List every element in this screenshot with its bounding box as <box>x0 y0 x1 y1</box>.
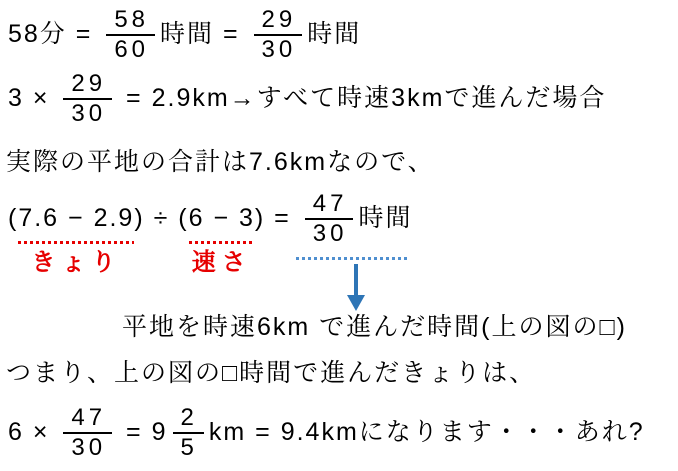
fraction-denominator: 30 <box>71 434 107 461</box>
highlighted-answer-term <box>300 190 413 248</box>
underlined-distance-term <box>18 203 135 276</box>
equation-text: ) ÷ ( <box>134 204 189 233</box>
equation-text: ( <box>8 204 19 233</box>
equation-text: 3 × <box>8 84 59 113</box>
equation-text: 時間 = <box>160 20 249 49</box>
equation-final-distance <box>8 404 645 462</box>
down-arrow-icon <box>345 264 367 312</box>
fraction-numerator: 58 <box>106 7 155 36</box>
equation-text: 時間 <box>307 20 362 49</box>
text-actual-flat-distance: 実際の平地の合計は7.6kmなので、 <box>6 148 435 176</box>
fraction-numerator: 47 <box>63 405 112 434</box>
equation-text: ) = <box>254 204 300 233</box>
fraction-denominator: 30 <box>312 220 348 247</box>
label-speed: 速さ <box>191 248 252 276</box>
fraction-numerator: 29 <box>254 7 303 36</box>
fraction-denominator: 5 <box>180 434 198 461</box>
equation-text: km = 9.4kmになります・・・あれ? <box>208 418 645 447</box>
fraction-numerator: 2 <box>173 405 204 434</box>
fraction-47-30 <box>305 191 354 247</box>
equation-text: 時間 <box>358 204 413 233</box>
equation-distance-at-3km <box>8 70 606 128</box>
label-distance: きょり <box>31 248 122 276</box>
equation-text: = 9 <box>117 418 168 447</box>
equation-text: 6 − 3 <box>188 204 255 233</box>
fraction-numerator: 47 <box>305 191 354 220</box>
underlined-speed-term <box>188 203 255 276</box>
equation-text: 6 × <box>8 418 59 447</box>
text-conclusion-intro: つまり、上の図の□時間で進んだきょりは、 <box>6 359 537 387</box>
fraction-denominator: 60 <box>114 36 150 63</box>
equation-time-conversion <box>8 6 361 64</box>
fraction-29-30 <box>63 71 112 127</box>
fraction-denominator: 30 <box>261 36 297 63</box>
text-flat-time-annotation: 平地を時速6km で進んだ時間(上の図の□) <box>122 313 627 341</box>
equation-text: 58分 = <box>8 20 102 49</box>
equation-time-difference <box>8 190 413 276</box>
fraction-58-60 <box>106 7 155 63</box>
equation-text: 7.6 − 2.9 <box>18 204 135 233</box>
fraction-denominator: 30 <box>71 100 107 127</box>
fraction-2-5 <box>173 405 204 461</box>
fraction-29-30 <box>254 7 303 63</box>
equation-text: = 2.9km→すべて時速3kmで進んだ場合 <box>117 84 607 113</box>
fraction-numerator: 29 <box>63 71 112 100</box>
fraction-47-30 <box>63 405 112 461</box>
